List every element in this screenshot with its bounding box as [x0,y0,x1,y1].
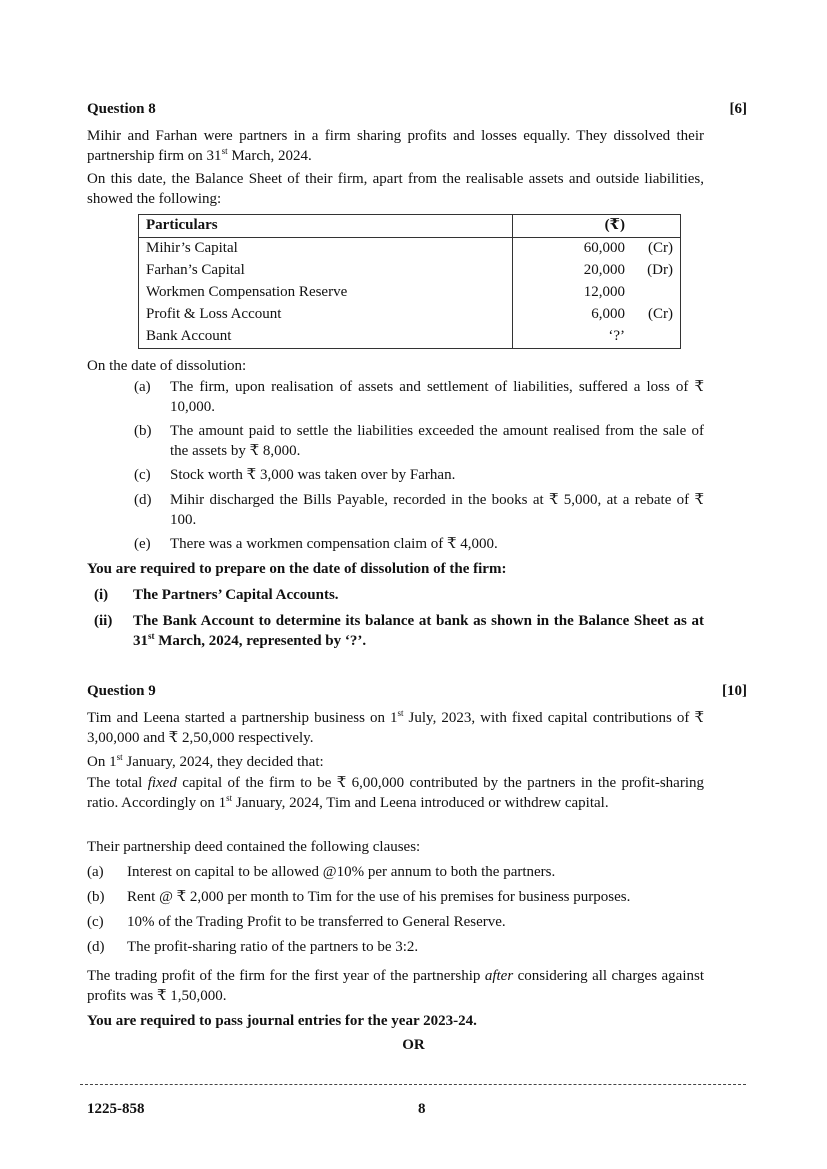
q9-marks: [10] [722,683,747,699]
q9-paragraph-4: Their partnership deed contained the following clauses: [87,839,421,855]
table-row [139,260,681,282]
paper-code: 1225-858 [87,1101,145,1117]
row-particular: Mihir’s Capital [139,238,513,261]
q9-paragraph-5: The trading profit of the firm for the first year of the partnership after considering all charges against profits was ₹ 1,50,000. [87,968,705,1004]
row-amount: 6,000 (Cr) [513,304,681,326]
balance-sheet-table [138,214,681,349]
page-number: 8 [418,1101,426,1117]
q8-heading: Question 8 [87,101,156,117]
table-row [139,326,681,349]
row-particular: Bank Account [139,326,513,349]
table-header [139,215,681,238]
q8-paragraph-1: Mihir and Farhan were partners in a firm sharing profits and losses equally. They dissolved their partnership firm on 31st March, 2024. [87,128,704,164]
row-particular: Profit & Loss Account [139,304,513,326]
exam-page: Question 8 [6] Mihir and Farhan were partners in a firm sharing profits and losses equally. They dissolved their partnership firm on 31st March, 2024. On this date, the Balance Sheet of their firm, apart from the realisable assets and outside liabilities, showed the following: Particulars (₹) Mihir’s Capital 60,000 (Cr) Farhan’s Capital 20,000 (Dr) Workmen Compensation Reserve 12,000 Profit & Loss Account 6,000 (Cr) Bank Account ‘?’ On the date of dissolution: (a) The firm, upon realisation of assets and settlement of liabilities, suffered a loss of ₹ 10,000. (b) The amount paid to settle the liabilities exceeded the amount realised from the sale of the assets by ₹ 8,000. (c) Stock worth ₹ 3,000 was taken over by Farhan. (d) Mihir discharged the Bills Payable, recorded in the books at ₹ 5,000, at a rebate of ₹ 100. (e) There was a workmen compensation claim of ₹ 4,000. You are required to prepare on the date of dissolution of the firm: (i) The Partners’ Capital Accounts. (ii) The Bank Account to determine its balance at bank as shown in the Balance Sheet as at 31st March, 2024, represented by ‘?’. Question 9 [10] Tim and Leena started a partnership business on 1st July, 2023, with fixed capital contributions of ₹ 3,00,000 and ₹ 2,50,000 respectively. On 1st January, 2024, they decided that: The total fixed capital of the firm to be ₹ 6,00,000 contributed by the partners in the profit-sharing ratio. Accordingly on 1st January, 2024, Tim and Leena introduced or withdrew capital. Their partnership deed contained the following clauses: (a) Interest on capital to be allowed @10% per annum to both the partners. (b) Rent @ ₹ 2,000 per month to Tim for the use of his premises for business purposes. (c) 10% of the Trading Profit to be transferred to General Reserve. (d) The profit-sharing ratio of the partners to be 3:2. The trading profit of the firm for the first year of the partnership after considering all charges against profits was ₹ 1,50,000. You are required to pass journal entries for the year 2023-24. OR 1225-858 8 [0,0,827,1169]
header-amount: (₹) [513,215,681,238]
q9-heading: Question 9 [87,683,156,699]
row-particular: Farhan’s Capital [139,260,513,282]
q9-paragraph-1: Tim and Leena started a partnership business on 1st July, 2023, with fixed capital contributions of ₹ 3,00,000 and ₹ 2,50,000 respectively. [87,708,704,746]
footer-divider [80,1084,746,1085]
q9-paragraph-2: On 1st January, 2024, they decided that: [87,752,324,770]
q8-required: You are required to prepare on the date of dissolution of the firm: [87,561,507,577]
row-amount: 20,000 (Dr) [513,260,681,282]
dissolution-intro: On the date of dissolution: [87,358,247,374]
q9-paragraph-3: The total fixed capital of the firm to be ₹ 6,00,000 contributed by the partners in the profit-sharing ratio. Accordingly on 1st January, 2024, Tim and Leena introduced or withdrew capital. [87,775,704,811]
q8-paragraph-2: On this date, the Balance Sheet of their firm, apart from the realisable assets and outside liabilities, showed the following: [87,171,704,207]
table-row [139,282,681,304]
row-amount: ‘?’ [513,326,681,349]
q8-marks: [6] [729,101,747,117]
row-amount: 12,000 [513,282,681,304]
header-particulars: Particulars [139,215,513,238]
or-separator: OR [402,1037,425,1053]
row-amount: 60,000 (Cr) [513,238,681,261]
row-particular: Workmen Compensation Reserve [139,282,513,304]
table-row [139,238,681,261]
table-row [139,304,681,326]
q9-required: You are required to pass journal entries for the year 2023-24. [87,1013,477,1029]
